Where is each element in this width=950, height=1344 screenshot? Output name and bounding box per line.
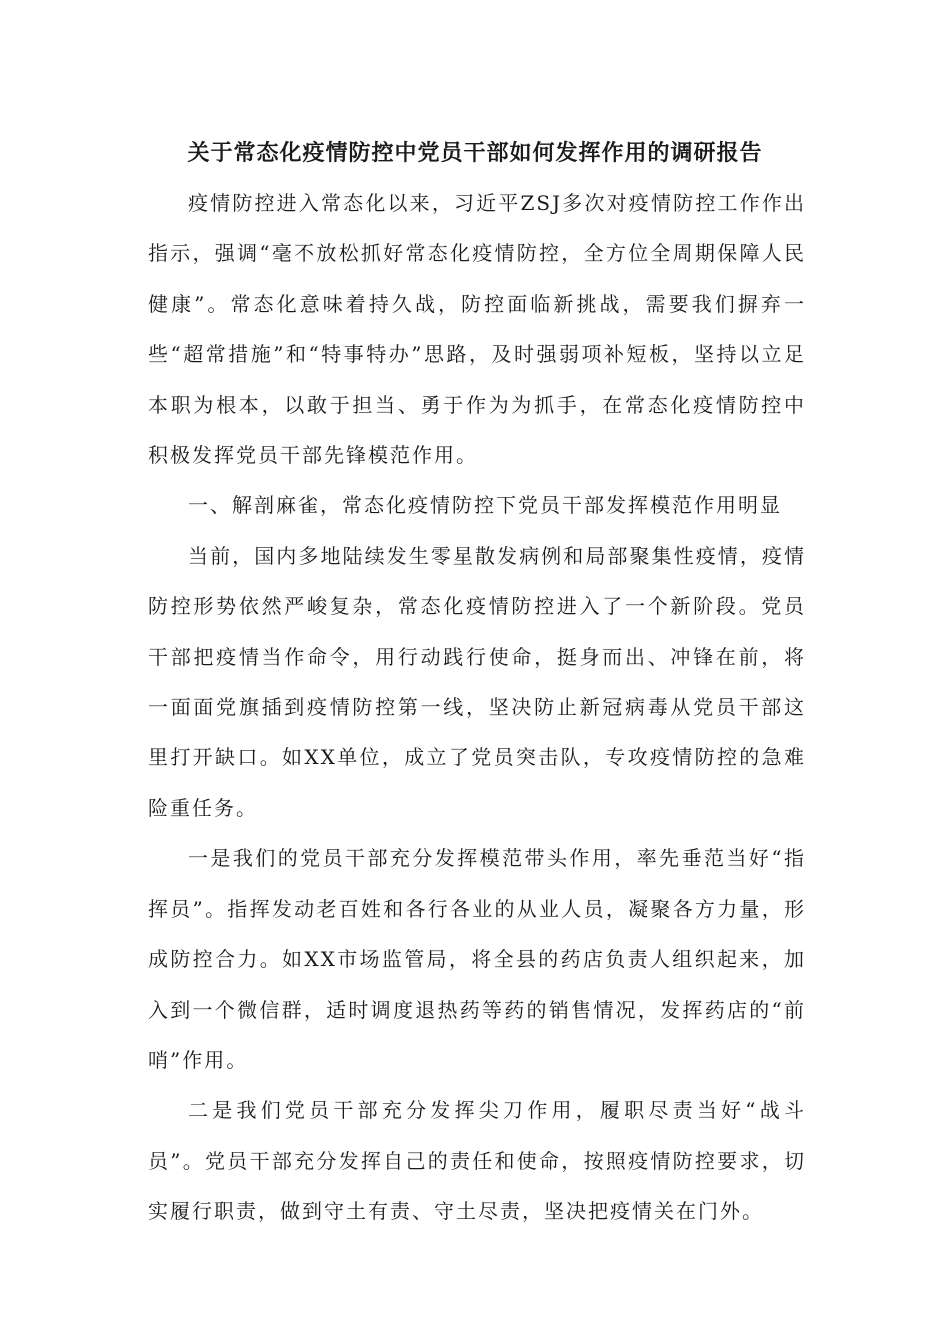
paragraph-point-two: 二是我们党员干部充分发挥尖刀作用，履职尽责当好“战斗员”。党员干部充分发挥自己的责任和使命，按照疫情防控要求，切实履行职责，做到守土有责、守土尽责，坚决把疫情关在门外。: [148, 1098, 806, 1224]
document-body: [148, 178, 806, 1237]
paragraph-current-situation: 当前，国内多地陆续发生零星散发病例和局部聚集性疫情，疫情防控形势依然严峻复杂，常态化疫情防控进入了一个新阶段。党员干部把疫情当作命令，用行动践行使命，挺身而出、冲锋在前，将一面面党旗插到疫情防控第一线，坚决防止新冠病毒从党员干部这里打开缺口。如XX单位，成立了党员突击队，专攻疫情防控的急难险重任务。: [148, 543, 806, 820]
paragraph-intro: 疫情防控进入常态化以来，习近平ZSJ多次对疫情防控工作作出指示，强调“毫不放松抓好常态化疫情防控，全方位全周期保障人民健康”。常态化意味着持久战，防控面临新挑战，需要我们摒弃一些“超常措施”和“特事特办”思路，及时强弱项补短板，坚持以立足本职为根本，以敢于担当、勇于作为为抓手，在常态化疫情防控中积极发挥党员干部先锋模范作用。: [148, 191, 806, 468]
section-heading-1: 一、解剖麻雀，常态化疫情防控下党员干部发挥模范作用明显: [188, 493, 782, 518]
paragraph-point-one: 一是我们的党员干部充分发挥模范带头作用，率先垂范当好“指挥员”。指挥发动老百姓和各行各业的从业人员，凝聚各方力量，形成防控合力。如XX市场监管局，将全县的药店负责人组织起来，加入到一个微信群，适时调度退热药等药的销售情况，发挥药店的“前哨”作用。: [148, 846, 806, 1072]
document-title: 关于常态化疫情防控中党员干部如何发挥作用的调研报告: [187, 140, 763, 166]
